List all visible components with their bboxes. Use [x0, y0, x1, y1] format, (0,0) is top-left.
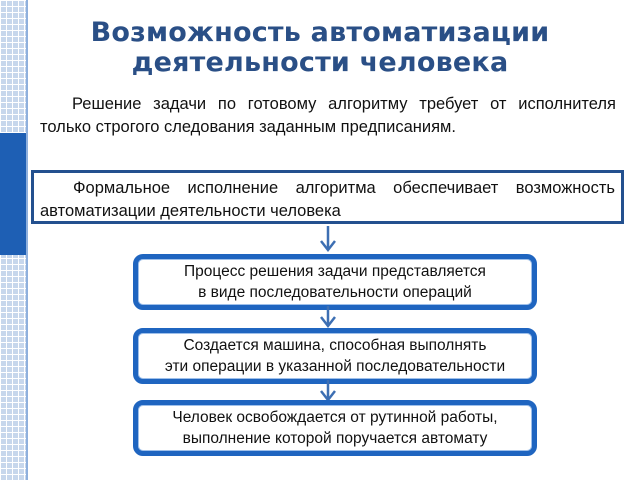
down-arrow-icon: [318, 306, 338, 330]
step-1-text: Процесс решения задачи представляется в виде последовательности операций: [184, 263, 486, 301]
down-arrow-icon: [318, 226, 338, 254]
slide-title: Возможность автоматизации деятельности человека: [90, 17, 550, 78]
decorative-divider: [26, 0, 28, 480]
step-box-1: [133, 254, 537, 310]
formal-execution-box: Формальное исполнение алгоритма обеспечивает возможность автоматизации деятельности человека: [31, 170, 624, 224]
step-3-text: Человек освобождается от рутинной работы, выполнение которой поручается автомату: [172, 409, 498, 447]
decorative-blue-block: [0, 133, 26, 255]
step-box-2: [133, 328, 537, 384]
step-2-text: Создается машина, способная выполнять эти операции в указанной последовательности: [164, 337, 506, 375]
step-box-3: [133, 400, 537, 456]
intro-paragraph: Решение задачи по готовому алгоритму требует от исполнителя только строгого следования заданным предписаниям.: [40, 95, 616, 136]
